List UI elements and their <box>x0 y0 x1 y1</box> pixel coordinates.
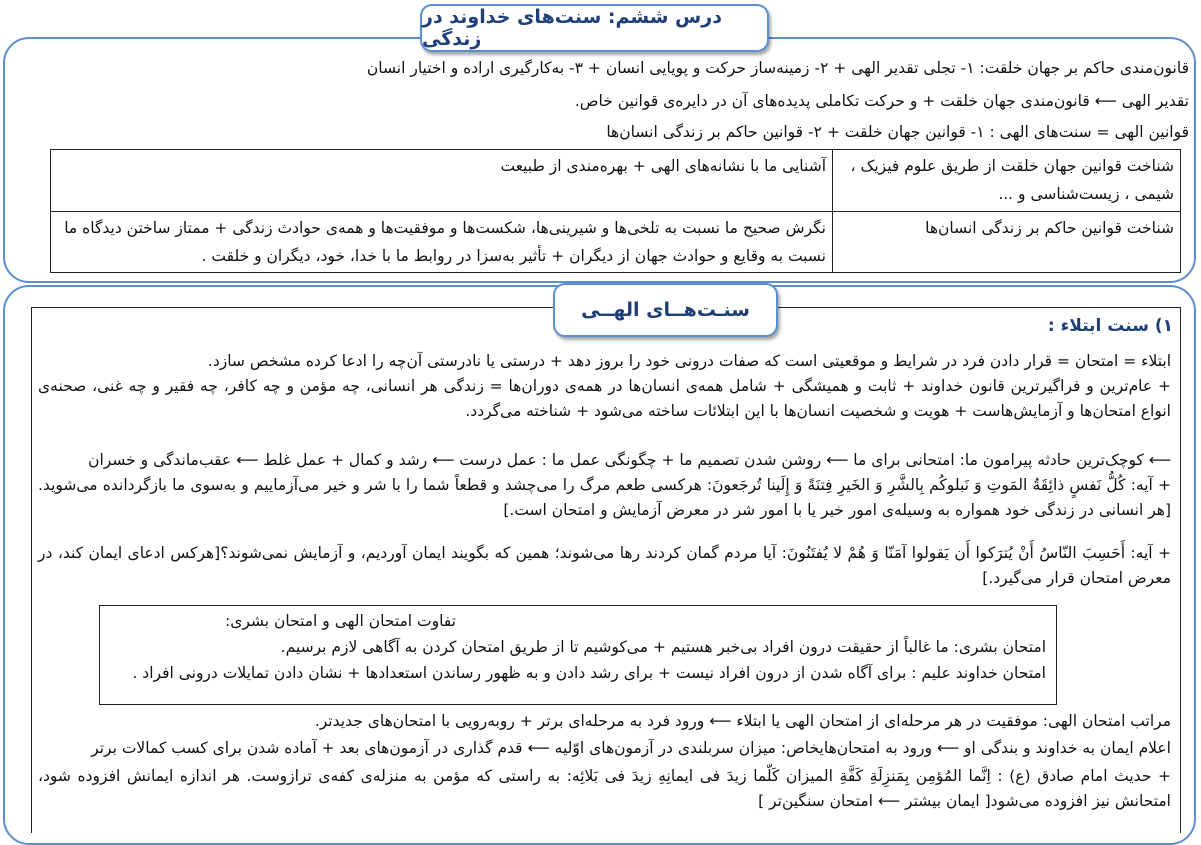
lesson-title-badge <box>420 4 769 52</box>
subsection-title: ۱) سنت ابتلاء : <box>1047 316 1173 336</box>
section-title-badge <box>553 283 778 337</box>
table-cell-left: آشنایی ما با نشانه‌های الهی + بهره‌مندی از طبیعت <box>51 150 833 212</box>
difference-line-human: امتحان بشری: ما غالباً از حقیقت درون افراد بی‌خبر هستیم + می‌کوشیم تا از طریق امتحان کردن به آگاهی لازم برسیم. <box>280 638 1046 656</box>
section-title: سنـت‌هــای الهــی <box>581 299 750 321</box>
table-row <box>51 150 1181 212</box>
difference-title: تفاوت امتحان الهی و امتحان بشری: <box>224 612 456 630</box>
paragraph-verse-1: + آیه: کُلُّ نَفسٍ ذائِقَةُ المَوتِ وَ نَبلوکُم بِالشَّرِ وَ الخَیرِ فِتنَةً وَ إِلَینا تُرجَعونَ: هرکسی طعم مرگ را می‌چشد و قطعاً شما را با شر و خیر می‌آزماییم و به‌سوی ما بازگردانده می‌شوید.[هر انسانی در زندگی خود همواره به وسیله‌ی امور خیر یا با امور شر در معرض آزمایش و امتحان است.] <box>38 476 1171 519</box>
paragraph-definition: ابتلاء = امتحان = قرار دادن فرد در شرایط و موقعیتی است که صفات درونی خود را بروز دهد + درستی یا نادرستی آن‌چه را ادعا کرده مشخص سازد. <box>207 352 1171 370</box>
table-cell-right: شناخت قوانین حاکم بر زندگی انسان‌ها <box>833 212 1181 273</box>
difference-line-divine: امتحان خداوند علیم : برای آگاه شدن از درون افراد نیست + برای رشد دادن و به ظهور رساندن استعدادها + نشان دادن تمایلات درونی افراد . <box>132 664 1046 682</box>
laws-table <box>50 149 1181 273</box>
intro-line-3: قوانین الهی = سنت‌های الهی : ۱- قوانین جهان خلقت + ۲- قوانین حاکم بر زندگی انسان‌ها <box>606 123 1189 141</box>
difference-box <box>99 605 1057 705</box>
paragraph-faith-declaration: اعلام ایمان به خداوند و بندگی او ⟵ ورود به امتحان‌هایخاص: میزان سربلندی در آزمون‌های اوّلیه ⟵ قدم گذاری در آزمون‌های بعد + آماده شدن برای کسب کمالات برتر <box>91 739 1171 757</box>
table-cell-right: شناخت قوانین جهان خلقت از طریق علوم فیزیک ، شیمی ، زیست‌شناسی و ... <box>833 150 1181 212</box>
paragraph-verse-2: + آیه: أَحَسِبَ النّاسُ أَنْ یُترَکوا أَن یَقولوا آمَنّا وَ هُمْ لا یُفتَنُونَ: آیا مردم گمان کردند رها می‌شوند؛ همین که بگویند ایمان آوردیم، و آزمایش نمی‌شوند؟[هرکس ادعای ایمان کند، در معرض امتحان قرار می‌گیرد.] <box>38 544 1171 587</box>
intro-line-1: قانون‌مندی حاکم بر جهان خلقت: ۱- تجلی تقدیر الهی + ۲- زمینه‌ساز حرکت و پویایی انسان + ۳- به‌کارگیری اراده و اختیار انسان <box>366 59 1189 77</box>
intro-line-2: تقدیر الهی ⟵ قانون‌مندی جهان خلقت + و حرکت تکاملی پدیده‌های آن در دایره‌ی قوانین خاص. <box>574 92 1189 110</box>
paragraph-smallest-event: ⟵ کوچک‌ترین حادثه پیرامون ما: امتحانی برای ما ⟵ روشن شدن تصمیم ما + چگونگی عمل ما : عمل درست ⟵ رشد و کمال + عمل غلط ⟵ عقب‌ماندگی و خسران <box>88 451 1171 469</box>
paragraph-general-law: + عام‌ترین و فراگیرترین قانون خداوند + ثابت و همیشگی + شامل همه‌ی انسان‌ها در همه‌ی دوران‌ها = زندگی هر انسانی، چه مؤمن و چه کافر، چه فقیر و چه غنی، صحنه‌ی انواع امتحان‌ها و آزمایش‌هاست + هویت و شخصیت انسان‌ها با این ابتلائات ساخته می‌شود + شناخته می‌گردد. <box>38 377 1171 420</box>
lesson-title: درس ششم: سنت‌های خداوند در زندگی <box>422 6 722 50</box>
table-cell-left: نگرش صحیح ما نسبت به تلخی‌ها و شیرینی‌ها، شکست‌ها و موفقیت‌ها و همه‌ی حوادث زندگی + ممتاز ساختن دیدگاه ما نسبت به وقایع و حوادث جهان از دیگران + تأثیر به‌سزا در روابط ما با خدا، خود، دیگران و خلقت . <box>51 212 833 273</box>
paragraph-hadith: + حدیث امام صادق (ع) : اِنَّما المُؤمِن بِمَنزِلَةِ کَفَّةِ المیزان کَلّما زیدَ فی ایمانِهِ زیدَ فی بَلائِه: به راستی که مؤمن به منزله‌ی کفه‌ی ترازوست. هر اندازه ایمانش افزوده شود، امتحانش نیز افزوده می‌شود[ ایمان بیشتر ⟵ امتحان سنگین‌تر ] <box>38 767 1171 810</box>
paragraph-levels: مراتب امتحان الهی: موفقیت در هر مرحله‌ای از امتحان الهی یا ابتلاء ⟵ ورود فرد به مرحله‌ای برتر + روبه‌رویی با امتحان‌های جدیدتر. <box>314 712 1171 730</box>
table-row <box>51 212 1181 273</box>
